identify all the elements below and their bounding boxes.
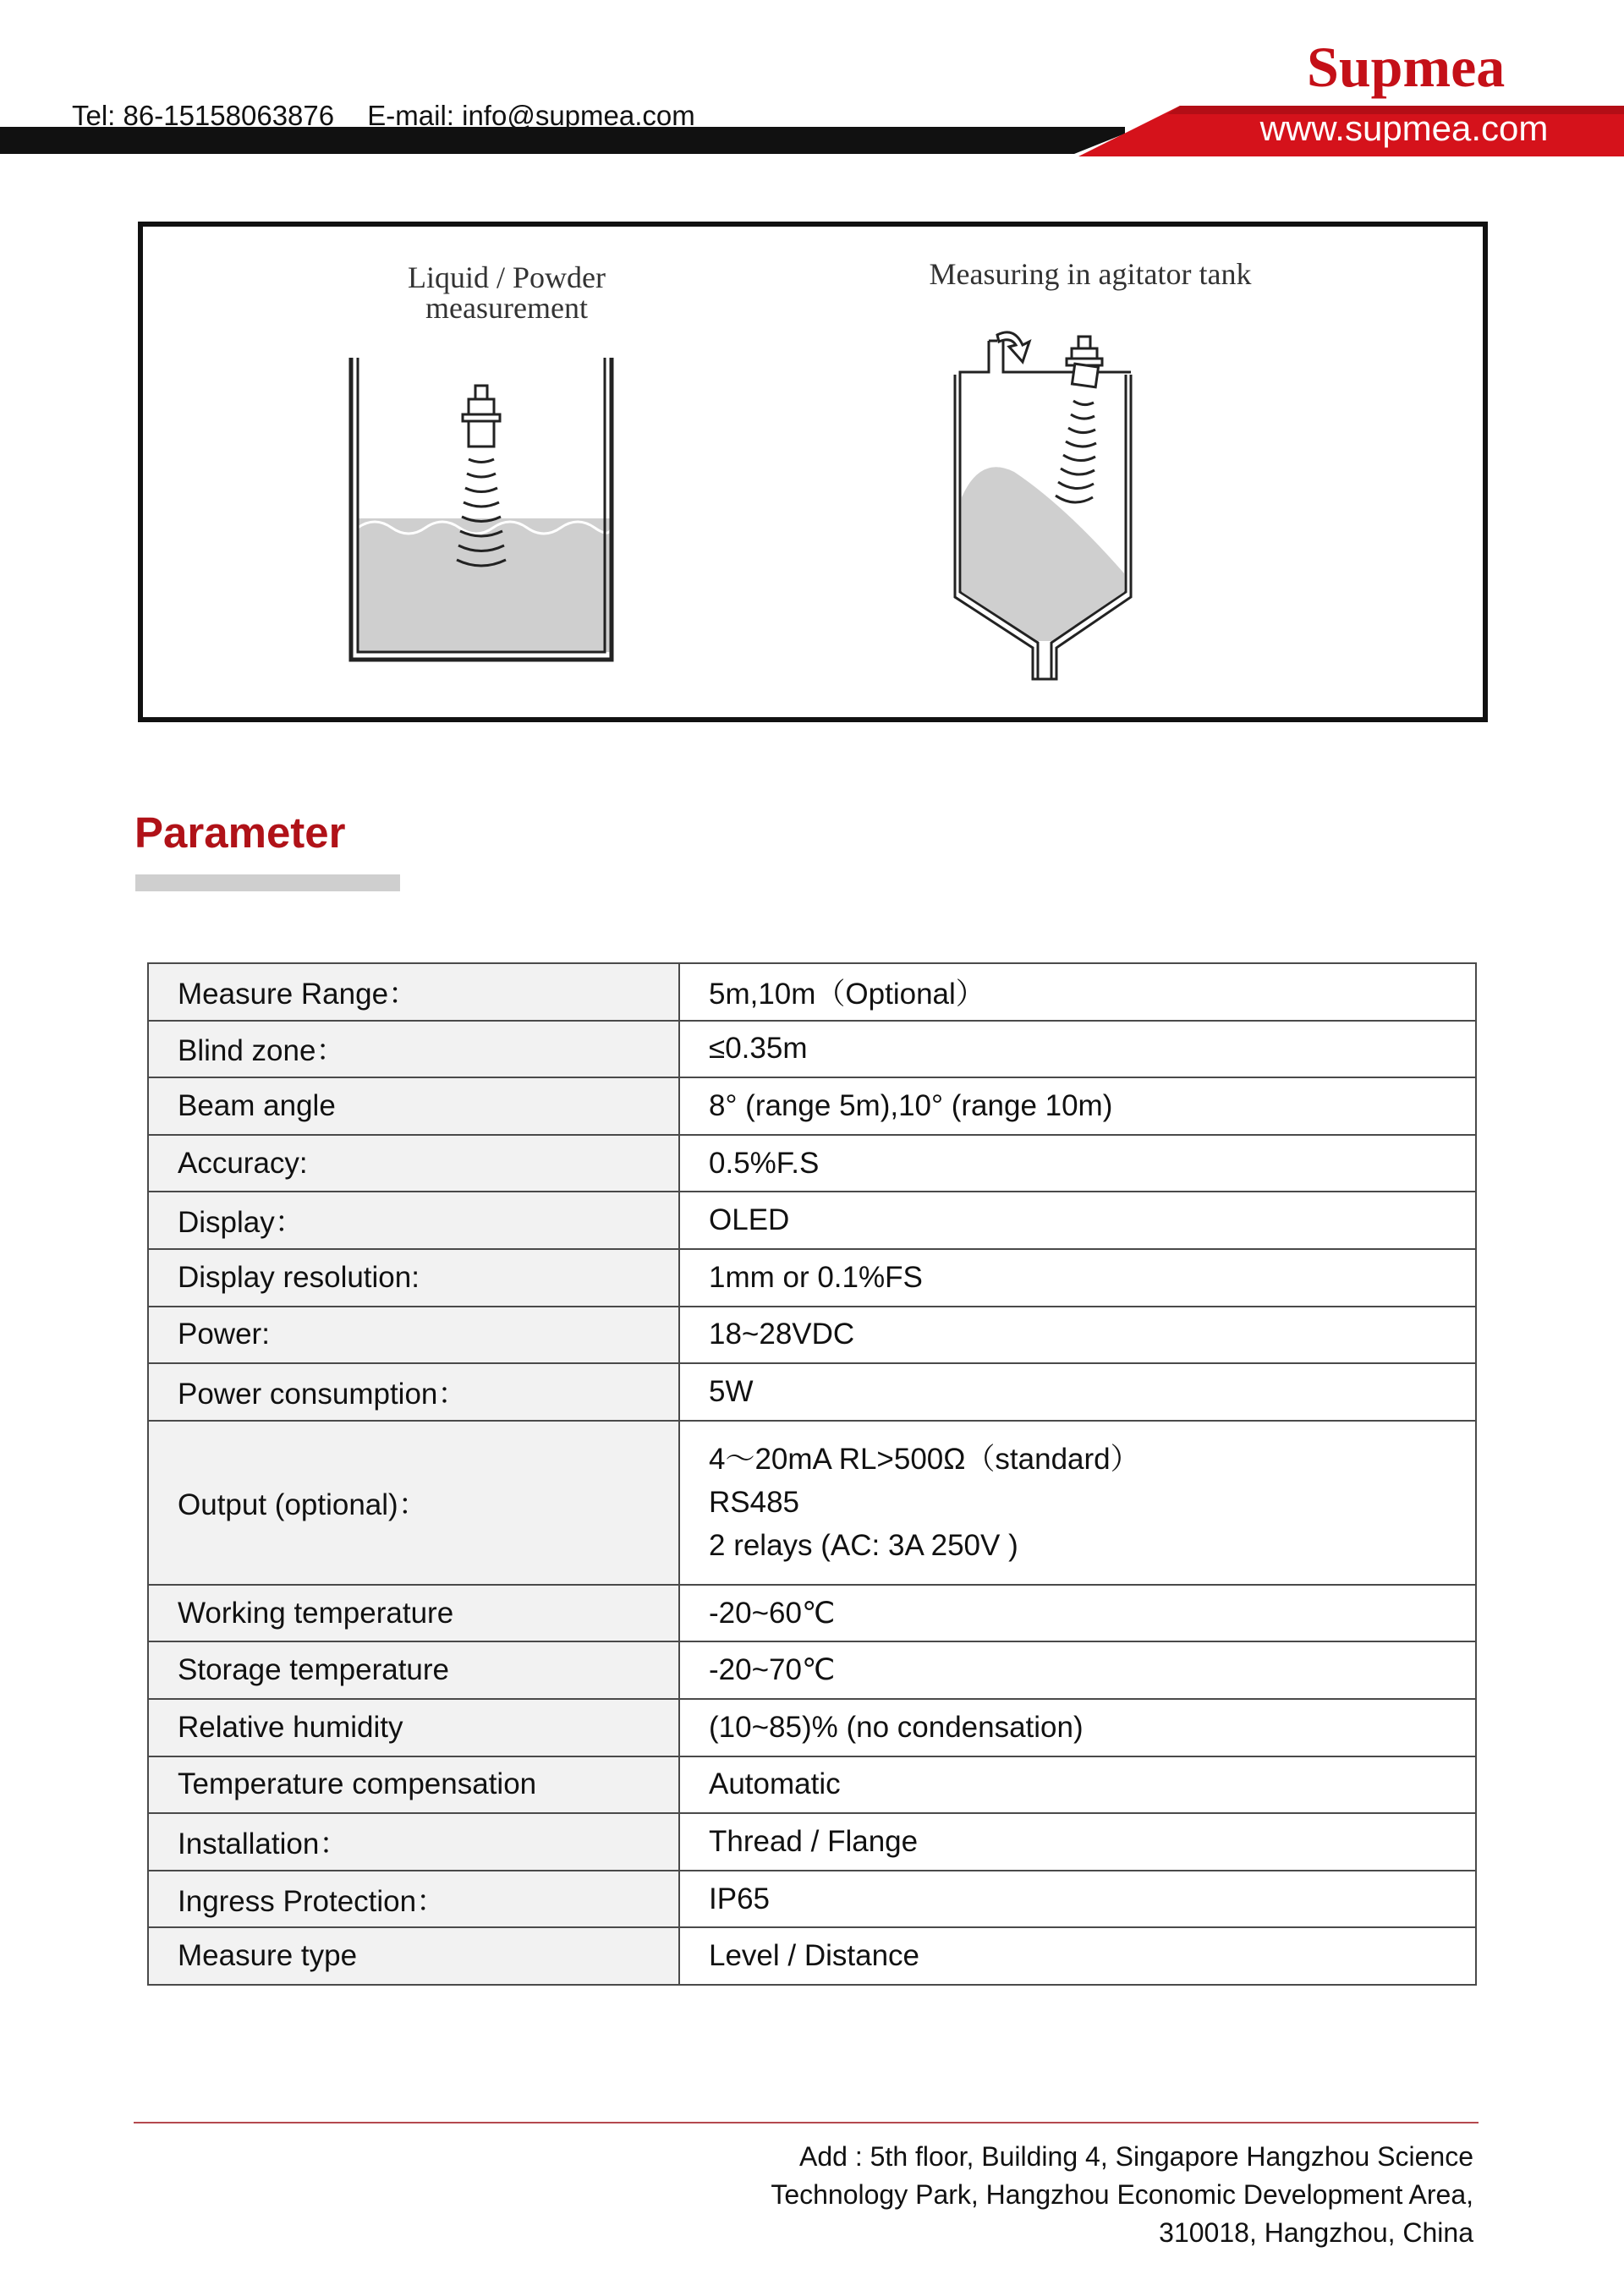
output-option-rs485: RS485 [709,1486,800,1520]
address-line: Add : 5th floor, Building 4, Singapore Hangzhou Science [799,2141,1473,2172]
param-value: -20~60℃ [679,1585,1476,1642]
table-row [148,1756,1476,1814]
table-row [148,1363,1476,1421]
param-value: Thread / Flange [679,1813,1476,1871]
param-label: Storage temperature [148,1641,679,1699]
header-email: E-mail: info@supmea.com [367,100,695,131]
param-value: 0.5%F.S [679,1135,1476,1192]
table-row [148,1249,1476,1307]
param-label: Working temperature [148,1585,679,1642]
header-tel: Tel: 86-15158063876 [72,100,335,131]
param-label: Ingress Protection： [148,1871,679,1928]
param-value: 1mm or 0.1%FS [679,1249,1476,1307]
table-row [148,1307,1476,1364]
section-title-underline [135,874,400,891]
param-label: Output (optional)： [148,1421,679,1585]
table-row [148,963,1476,1021]
address-line: Technology Park, Hangzhou Economic Development Area, [771,2179,1473,2210]
param-value: 18~28VDC [679,1307,1476,1364]
param-value: 8° (range 5m),10° (range 10m) [679,1077,1476,1135]
param-value: 5W [679,1363,1476,1421]
footer-divider [134,2122,1479,2123]
open-tank-diagram [143,227,1483,717]
footer-address [592,2138,1473,2252]
caption-agitator-tank: Measuring in agitator tank [929,257,1252,291]
table-row [148,1021,1476,1078]
table-row [148,1421,1476,1585]
table-row [148,1699,1476,1756]
section-title: Parameter [134,808,346,857]
table-row [148,1077,1476,1135]
param-label: Temperature compensation [148,1756,679,1814]
table-row [148,1135,1476,1192]
param-value: -20~70℃ [679,1641,1476,1699]
param-value [679,1421,1476,1585]
param-label: Beam angle [148,1077,679,1135]
param-value: OLED [679,1192,1476,1249]
caption-liquid-powder: Liquid / Powder measurement [408,260,606,325]
param-value: ≤0.35m [679,1021,1476,1078]
table-row [148,1927,1476,1985]
param-label: Accuracy: [148,1135,679,1192]
table-row [148,1192,1476,1249]
param-value: (10~85)% (no condensation) [679,1699,1476,1756]
table-row [148,1813,1476,1871]
param-label: Relative humidity [148,1699,679,1756]
brand-logo: Supmea [1307,35,1506,99]
table-row [148,1641,1476,1699]
param-value: Level / Distance [679,1927,1476,1985]
output-option-analog: 4～20mA RL>500Ω（standard） [709,1443,1140,1477]
header-website[interactable]: www.supmea.com [1259,108,1549,148]
param-label: Measure type [148,1927,679,1985]
parameter-table [147,962,1477,1986]
table-row [148,1871,1476,1928]
param-label: Blind zone： [148,1021,679,1078]
param-label: Display resolution: [148,1249,679,1307]
param-value: IP65 [679,1871,1476,1928]
param-value: Automatic [679,1756,1476,1814]
header-contact [72,100,721,132]
table-row [148,1585,1476,1642]
output-option-relays: 2 relays (AC: 3A 250V ) [709,1529,1018,1563]
param-label: Measure Range： [148,963,679,1021]
param-label: Installation： [148,1813,679,1871]
param-label: Power consumption： [148,1363,679,1421]
application-illustration [138,222,1488,722]
param-label: Display： [148,1192,679,1249]
param-value: 5m,10m（Optional） [679,963,1476,1021]
param-label: Power: [148,1307,679,1364]
address-line: 310018, Hangzhou, China [1159,2217,1473,2248]
